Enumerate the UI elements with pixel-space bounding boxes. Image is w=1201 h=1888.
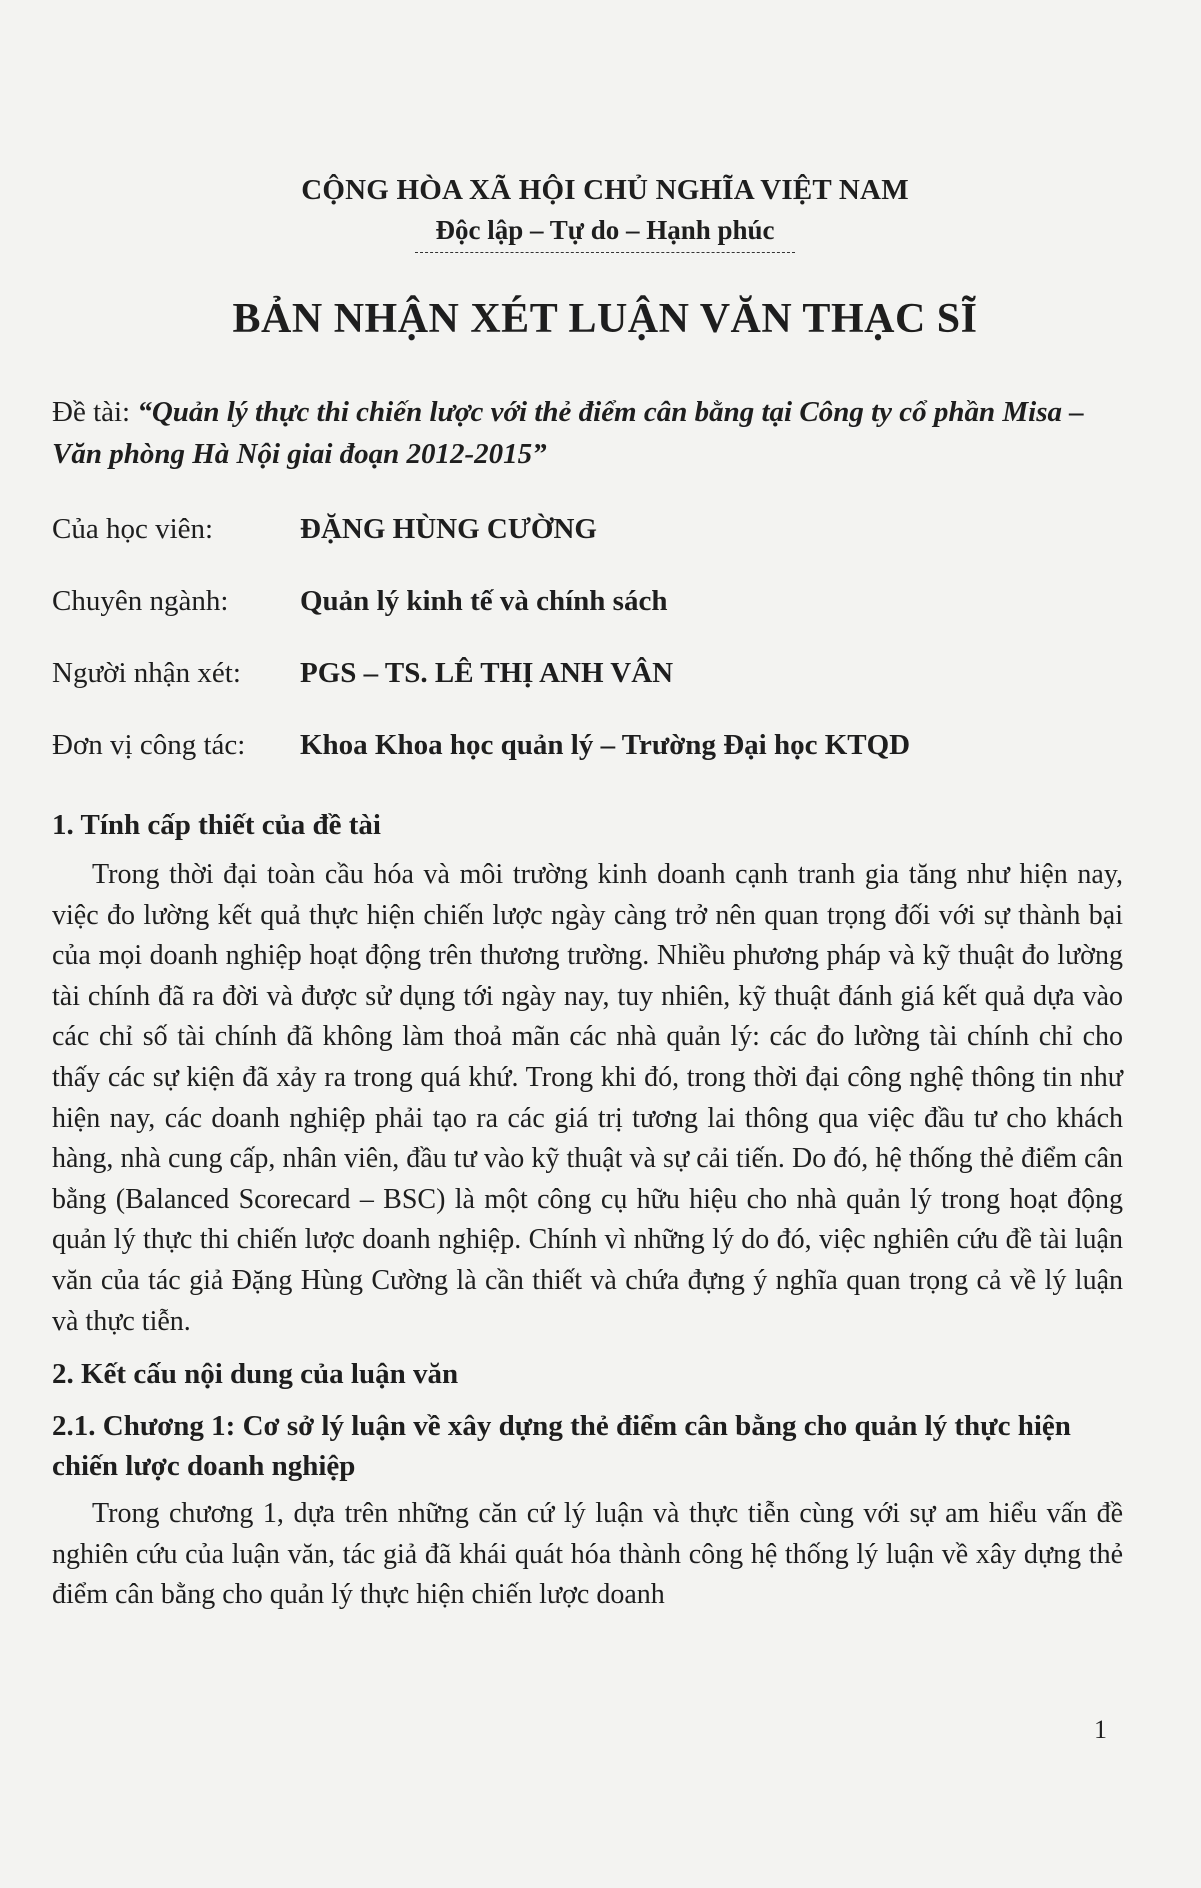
info-label: Người nhận xét: <box>52 657 241 689</box>
motto-underline <box>415 252 795 253</box>
info-label: Đơn vị công tác: <box>52 729 246 761</box>
document-title: BẢN NHẬN XÉT LUẬN VĂN THẠC SĨ <box>232 296 978 342</box>
info-row-reviewer <box>52 637 1123 709</box>
thesis-topic <box>52 391 1123 475</box>
section-heading-2: 2. Kết cấu nội dung của luận văn <box>52 1358 459 1391</box>
page-number: 1 <box>1094 1715 1107 1744</box>
section-heading-2-1: 2.1. Chương 1: Cơ sở lý luận về xây dựng thẻ điểm cân bằng cho quản lý thực hiện chiến lược doanh nghiệp <box>52 1410 1071 1483</box>
info-label: Của học viên: <box>52 513 214 545</box>
info-row-workplace <box>52 709 1123 781</box>
info-label: Chuyên ngành: <box>52 585 229 617</box>
section-1-paragraph: Trong thời đại toàn cầu hóa và môi trường kinh doanh cạnh tranh gia tăng như hiện nay, việc đo lường kết quả thực hiện chiến lược ngày càng trở nên quan trọng đối với sự thành bại của mọi doanh nghiệp hoạt động trên thương trường. Nhiều phương pháp và kỹ thuật đo lường tài chính đã ra đời và được sử dụng tới ngày nay, tuy nhiên, kỹ thuật đánh giá kết quả dựa vào các chỉ số tài chính đã không làm thoả mãn các nhà quản lý: các đo lường tài chính chỉ cho thấy các sự kiện đã xảy ra trong quá khứ. Trong khi đó, trong thời đại công nghệ thông tin như hiện nay, các doanh nghiệp phải tạo ra các giá trị tương lai thông qua việc đầu tư cho khách hàng, nhà cung cấp, nhân viên, đầu tư vào kỹ thuật và sự cải tiến. Do đó, hệ thống thẻ điểm cân bằng (Balanced Scorecard – BSC) là một công cụ hữu hiệu cho nhà quản lý trong hoạt động quản lý thực thi chiến lược doanh nghiệp. Chính vì những lý do đó, việc nghiên cứu đề tài luận văn của tác giả Đặng Hùng Cường là cần thiết và chứa đựng ý nghĩa quan trọng cả về lý luận và thực tiễn. <box>52 859 1123 1337</box>
info-row-major <box>52 565 1123 637</box>
info-value: Khoa Khoa học quản lý – Trường Đại học KTQD <box>300 729 911 761</box>
info-value: Quản lý kinh tế và chính sách <box>300 585 668 617</box>
info-value: PGS – TS. LÊ THỊ ANH VÂN <box>300 657 674 689</box>
nation-name: CỘNG HÒA XÃ HỘI CHỦ NGHĨA VIỆT NAM <box>301 174 909 206</box>
national-header <box>87 170 1123 253</box>
topic-label: Đề tài: <box>52 396 138 428</box>
topic-value: “Quản lý thực thi chiến lược với thẻ điểm cân bằng tại Công ty cổ phần Misa – Văn phòng Hà Nội giai đoạn 2012-2015” <box>52 396 1084 470</box>
section-2-1-paragraph: Trong chương 1, dựa trên những căn cứ lý luận và thực tiễn cùng với sự am hiểu vấn đề nghiên cứu của luận văn, tác giả đã khái quát hóa thành công hệ thống lý luận về xây dựng thẻ điểm cân bằng cho quản lý thực hiện chiến lược doanh <box>52 1498 1123 1611</box>
info-row-student <box>52 493 1123 565</box>
info-block <box>52 493 1123 781</box>
section-heading-1: 1. Tính cấp thiết của đề tài <box>52 809 381 841</box>
national-motto: Độc lập – Tự do – Hạnh phúc <box>435 215 775 245</box>
info-value: ĐẶNG HÙNG CƯỜNG <box>300 513 597 545</box>
